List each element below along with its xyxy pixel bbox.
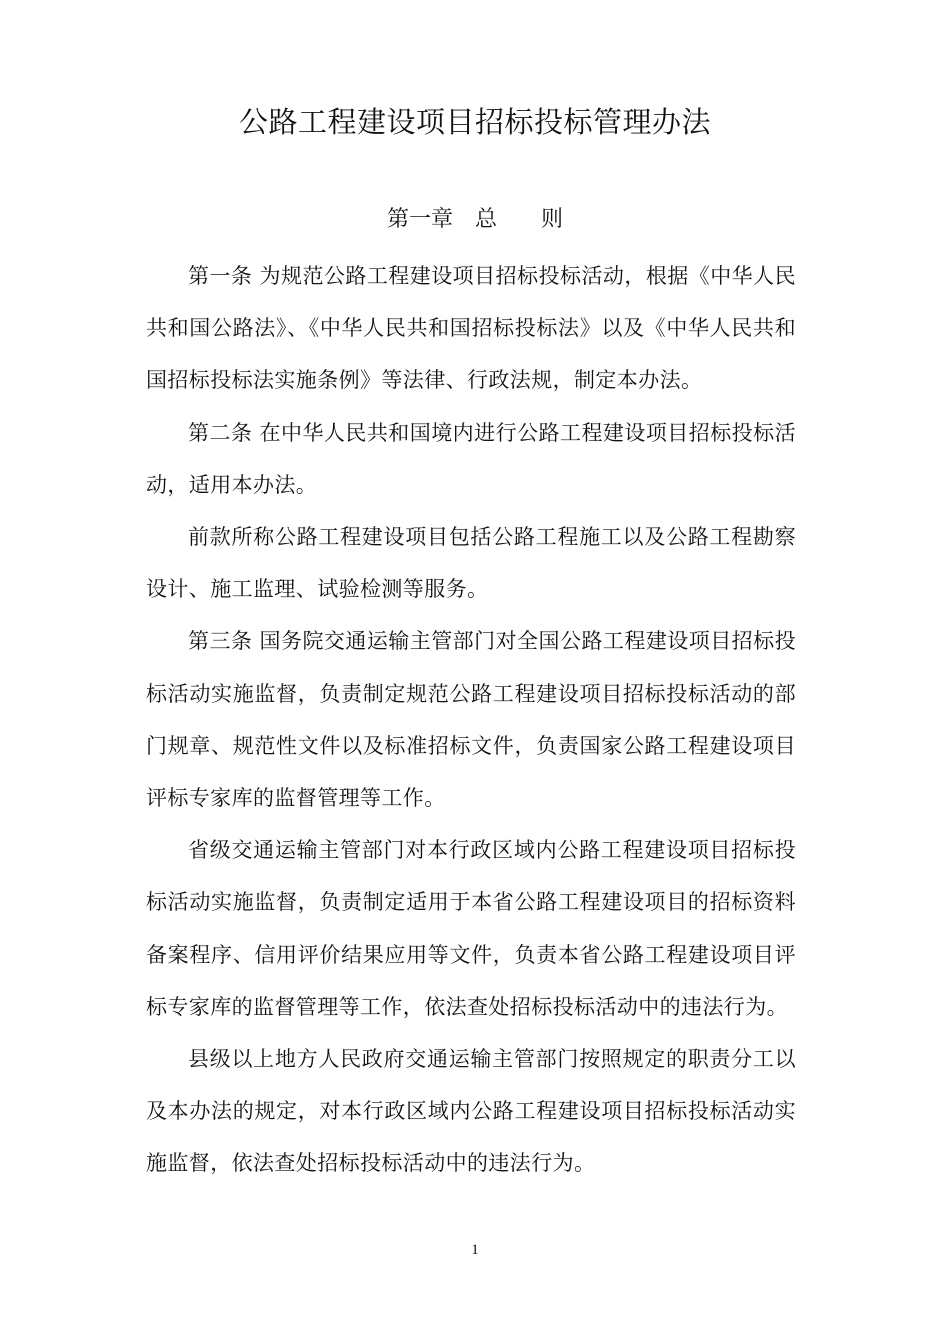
paragraph-article-2-scope: 前款所称公路工程建设项目包括公路工程施工以及公路工程勘察设计、施工监理、试验检测等服务。 [146,525,796,602]
chapter-title [0,202,950,238]
page-number: 1 [471,1242,479,1258]
paragraph-article-2: 第二条 在中华人民共和国境内进行公路工程建设项目招标投标活动，适用本办法。 [146,420,796,497]
chapter-title-text: 第一章 总 则 [386,207,563,232]
paragraph-article-3-provincial: 省级交通运输主管部门对本行政区域内公路工程建设项目招标投标活动实施监督，负责制定适用于本省公路工程建设项目的招标资料备案程序、信用评价结果应用等文件，负责本省公路工程建设项目评标专家库的监督管理等工作，依法查处招标投标活动中的违法行为。 [146,838,796,1019]
paragraph-article-3: 第三条 国务院交通运输主管部门对全国公路工程建设项目招标投标活动实施监督，负责制定规范公路工程建设项目招标投标活动的部门规章、规范性文件以及标准招标文件，负责国家公路工程建设项目评标专家库的监督管理等工作。 [146,629,796,811]
paragraph-article-3-county: 县级以上地方人民政府交通运输主管部门按照规定的职责分工以及本办法的规定，对本行政区域内公路工程建设项目招标投标活动实施监督，依法查处招标投标活动中的违法行为。 [146,1047,796,1176]
paragraph-article-1: 第一条 为规范公路工程建设项目招标投标活动，根据《中华人民共和国公路法》、《中华人民共和国招标投标法》以及《中华人民共和国招标投标法实施条例》等法律、行政法规，制定本办法。 [146,264,796,393]
document-title: 公路工程建设项目招标投标管理办法 [238,105,711,139]
document-body [146,250,796,1190]
